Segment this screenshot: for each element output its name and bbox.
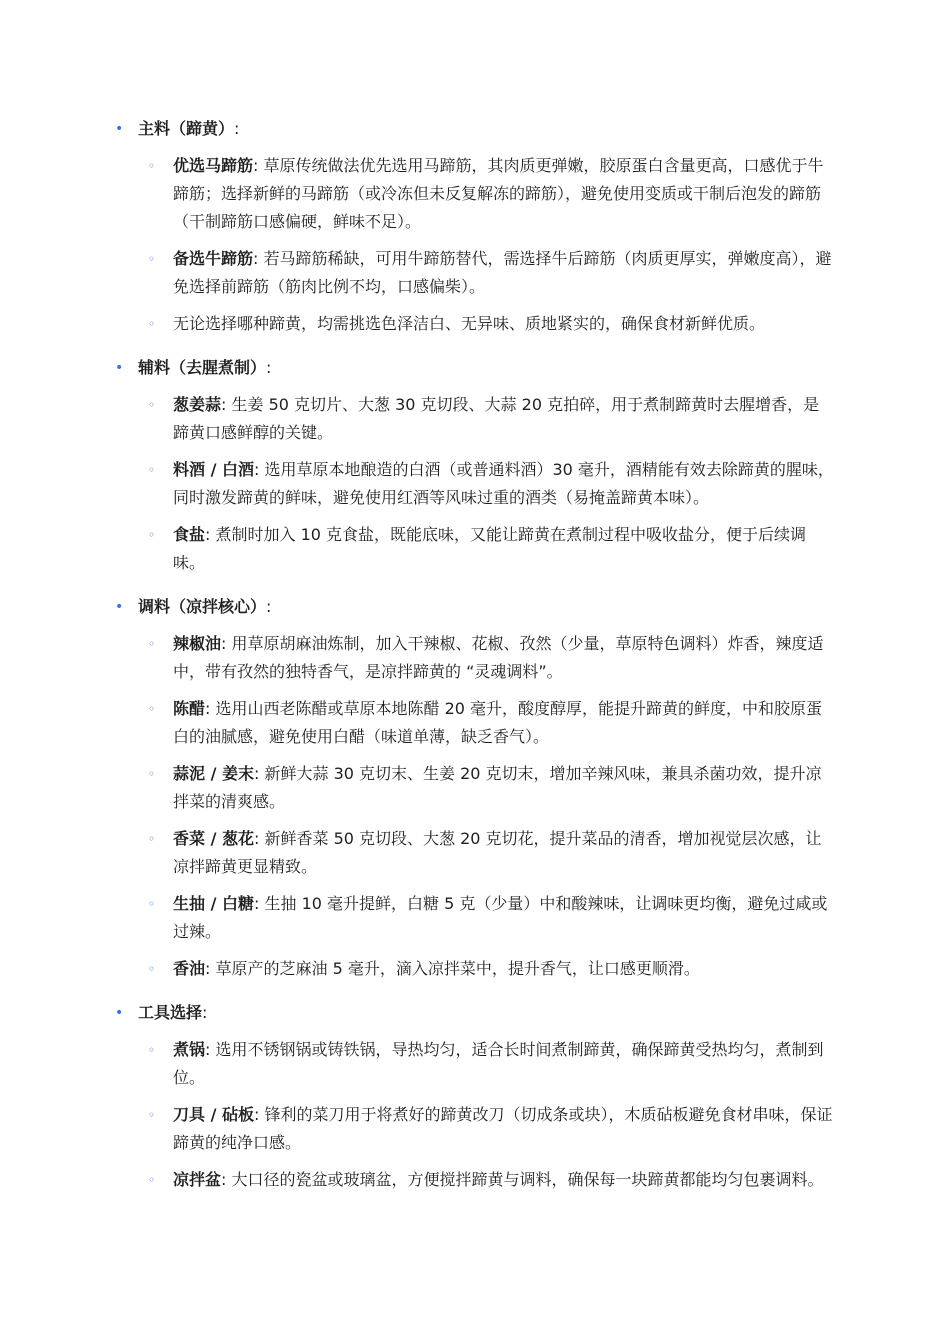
- item-text: : 锋利的菜刀用于将煮好的蹄黄改刀（切成条或块），木质砧板避免食材串味，保证蹄黄的纯净口感。: [173, 1105, 833, 1152]
- item-label: 香油: [173, 959, 206, 978]
- list-item: [115, 456, 835, 512]
- list-item: [115, 825, 835, 881]
- item-text: 无论选择哪种蹄黄，均需挑选色泽洁白、无异味、质地紧实的，确保食材新鲜优质。: [173, 314, 766, 333]
- item-label: 备选牛蹄筋: [173, 249, 254, 268]
- hollow-bullet-icon: ◦: [148, 832, 156, 846]
- sub-list: [115, 391, 835, 577]
- item-text: : 大口径的瓷盆或玻璃盆，方便搅拌蹄黄与调料，确保每一块蹄黄都能均匀包裹调料。: [221, 1170, 824, 1189]
- section-colon: :: [266, 358, 272, 377]
- section-title: 主料（蹄黄）: [138, 119, 235, 138]
- item-text: : 草原传统做法优先选用马蹄筋，其肉质更弹嫩，胶原蛋白含量更高，口感优于牛蹄筋；选择新鲜的马蹄筋（或冷冻但未反复解冻的蹄筋），避免使用变质或干制后泡发的蹄筋（干制蹄筋口感偏硬，鲜味不足）。: [173, 156, 824, 231]
- item-label: 香菜 / 葱花: [173, 829, 254, 848]
- hollow-bullet-icon: ◦: [148, 962, 156, 976]
- section-heading: [115, 593, 835, 621]
- item-label: 辣椒油: [173, 634, 222, 653]
- item-text: : 生姜 50 克切片、大葱 30 克切段、大蒜 20 克拍碎，用于煮制蹄黄时去腥增香，是蹄黄口感鲜醇的关键。: [173, 395, 820, 442]
- section-heading: [115, 354, 835, 382]
- section-title: 调料（凉拌核心）: [138, 597, 267, 616]
- section-tools: [115, 999, 835, 1194]
- bullet-icon: •: [115, 599, 124, 615]
- item-label: 煮锅: [173, 1040, 206, 1059]
- hollow-bullet-icon: ◦: [148, 1108, 156, 1122]
- hollow-bullet-icon: ◦: [148, 252, 156, 266]
- list-item: [115, 152, 835, 236]
- item-label: 优选马蹄筋: [173, 156, 254, 175]
- hollow-bullet-icon: ◦: [148, 637, 156, 651]
- section-auxiliary: [115, 354, 835, 577]
- section-heading: [115, 115, 835, 143]
- sub-list: [115, 152, 835, 338]
- section-colon: :: [202, 1003, 208, 1022]
- item-text: : 选用山西老陈醋或草原本地陈醋 20 毫升，酸度醇厚，能提升蹄黄的鲜度，中和胶原蛋白的油腻感，避免使用白醋（味道单薄，缺乏香气）。: [173, 699, 823, 746]
- item-text: : 生抽 10 毫升提鲜，白糖 5 克（少量）中和酸辣味，让调味更均衡，避免过咸或过辣。: [173, 894, 828, 941]
- item-text: : 新鲜香菜 50 克切段、大葱 20 克切花，提升菜品的清香，增加视觉层次感，让凉拌蹄黄更显精致。: [173, 829, 822, 876]
- list-item: [115, 630, 835, 686]
- bullet-icon: •: [115, 1005, 124, 1021]
- hollow-bullet-icon: ◦: [148, 528, 156, 542]
- hollow-bullet-icon: ◦: [148, 767, 156, 781]
- item-label: 蒜泥 / 姜末: [173, 764, 254, 783]
- list-item: [115, 695, 835, 751]
- hollow-bullet-icon: ◦: [148, 317, 156, 331]
- bullet-icon: •: [115, 121, 124, 137]
- hollow-bullet-icon: ◦: [148, 702, 156, 716]
- list-item: [115, 1101, 835, 1157]
- item-text: : 用草原胡麻油炼制，加入干辣椒、花椒、孜然（少量，草原特色调料）炸香，辣度适中，带有孜然的独特香气，是凉拌蹄黄的 “灵魂调料”。: [173, 634, 824, 681]
- item-text: : 选用草原本地酿造的白酒（或普通料酒）30 毫升，酒精能有效去除蹄黄的腥味，同时激发蹄黄的鲜味，避免使用红酒等风味过重的酒类（易掩盖蹄黄本味）。: [173, 460, 834, 507]
- hollow-bullet-icon: ◦: [148, 463, 156, 477]
- item-label: 刀具 / 砧板: [173, 1105, 254, 1124]
- sub-list: [115, 1036, 835, 1194]
- hollow-bullet-icon: ◦: [148, 1043, 156, 1057]
- section-colon: :: [234, 119, 240, 138]
- section-heading: [115, 999, 835, 1027]
- section-title: 工具选择: [138, 1003, 203, 1022]
- list-item: [115, 391, 835, 447]
- list-item: [115, 955, 835, 983]
- list-item: [115, 760, 835, 816]
- hollow-bullet-icon: ◦: [148, 159, 156, 173]
- item-label: 料酒 / 白酒: [173, 460, 254, 479]
- list-item: [115, 890, 835, 946]
- item-text: : 新鲜大蒜 30 克切末、生姜 20 克切末，增加辛辣风味，兼具杀菌功效，提升凉拌菜的清爽感。: [173, 764, 822, 811]
- bullet-icon: •: [115, 360, 124, 376]
- hollow-bullet-icon: ◦: [148, 897, 156, 911]
- item-label: 生抽 / 白糖: [173, 894, 254, 913]
- hollow-bullet-icon: ◦: [148, 398, 156, 412]
- section-seasoning: [115, 593, 835, 983]
- item-label: 食盐: [173, 525, 206, 544]
- item-text: : 若马蹄筋稀缺，可用牛蹄筋替代，需选择牛后蹄筋（肉质更厚实，弹嫩度高），避免选择前蹄筋（筋肉比例不均，口感偏柴）。: [173, 249, 832, 296]
- list-item: [115, 1036, 835, 1092]
- item-text: : 草原产的芝麻油 5 毫升，滴入凉拌菜中，提升香气，让口感更顺滑。: [205, 959, 700, 978]
- item-label: 陈醋: [173, 699, 206, 718]
- item-label: 葱姜蒜: [173, 395, 222, 414]
- item-label: 凉拌盆: [173, 1170, 222, 1189]
- list-item: [115, 245, 835, 301]
- sub-list: [115, 630, 835, 983]
- section-title: 辅料（去腥煮制）: [138, 358, 267, 377]
- list-item: [115, 1166, 835, 1194]
- list-item: [115, 521, 835, 577]
- list-item: [115, 310, 835, 338]
- hollow-bullet-icon: ◦: [148, 1173, 156, 1187]
- section-main-ingredient: [115, 115, 835, 338]
- section-colon: :: [266, 597, 272, 616]
- item-text: : 煮制时加入 10 克食盐，既能底味，又能让蹄黄在煮制过程中吸收盐分，便于后续调味。: [173, 525, 807, 572]
- item-text: : 选用不锈钢锅或铸铁锅，导热均匀，适合长时间煮制蹄黄，确保蹄黄受热均匀，煮制到位。: [173, 1040, 824, 1087]
